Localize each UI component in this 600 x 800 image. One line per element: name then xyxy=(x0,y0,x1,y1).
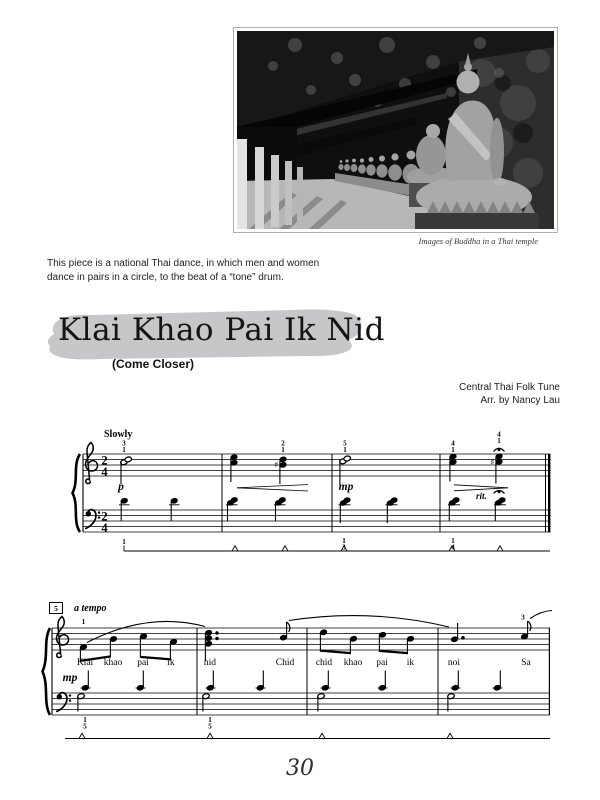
lyric-syllable: pai xyxy=(137,657,149,668)
fingering: 4 xyxy=(451,439,455,448)
intro-line-2: dance in pairs in a circle, to the beat of a “tone” drum. xyxy=(47,271,284,283)
brace xyxy=(73,454,81,532)
subtitle: (Come Closer) xyxy=(111,357,194,371)
tempo-marking: Slowly xyxy=(104,429,133,440)
fingering: 3 xyxy=(521,613,525,622)
fingering: 5 xyxy=(83,722,87,731)
treble-clef xyxy=(86,443,98,484)
dynamic-mp: mp xyxy=(62,672,78,684)
fingering: 5 xyxy=(208,722,212,731)
lyric-syllable: ik xyxy=(406,657,415,668)
barlines xyxy=(52,628,549,715)
fingering: 1 xyxy=(122,446,126,454)
fingering: 1 xyxy=(83,716,87,724)
measure-number: 5 xyxy=(54,604,58,613)
intro-paragraph xyxy=(47,257,417,284)
credits xyxy=(340,381,560,407)
fingering: 1 xyxy=(451,446,455,454)
fingering: 1 xyxy=(122,538,126,546)
measure-7-notes xyxy=(317,629,414,711)
lyric-syllable: pai xyxy=(376,657,388,668)
fingering: 3 xyxy=(342,543,346,552)
ritardando: rit. xyxy=(476,491,487,501)
credit-arranger: Arr. by Nancy Lau xyxy=(480,395,560,406)
lyric-syllable: Chid xyxy=(275,657,295,668)
title-block xyxy=(40,306,385,364)
temple-photo-art xyxy=(237,31,554,229)
fingering: 3 xyxy=(122,439,126,448)
measure-2-notes xyxy=(226,454,308,521)
staves xyxy=(52,628,550,715)
treble-clef xyxy=(57,617,69,658)
measure-8-notes xyxy=(447,611,552,712)
lyric-syllable: Klai xyxy=(76,657,94,668)
fingering: 5 xyxy=(343,439,347,448)
pedal-line xyxy=(124,543,550,552)
page-title: Klai Khao Pai Ik Nid xyxy=(58,312,385,348)
fingering: 1 xyxy=(342,537,346,545)
music-system-1 xyxy=(40,428,560,563)
fingering: 1 xyxy=(497,437,501,445)
tempo-marking: a tempo xyxy=(74,603,107,614)
lyric-syllable: Sa xyxy=(521,657,531,668)
lyric-syllable: chid xyxy=(315,657,333,668)
fingering: 1 xyxy=(81,618,86,626)
fingering: 4 xyxy=(497,430,501,439)
fingering: 4 xyxy=(451,543,455,552)
pedal-line xyxy=(65,733,550,738)
sharp-accidental: ♯ xyxy=(490,457,495,468)
brace xyxy=(43,628,51,715)
time-signature xyxy=(101,454,108,535)
lyric-syllable: noi xyxy=(447,657,461,668)
sharp-accidental: ♯ xyxy=(274,460,279,471)
fingering: 1 xyxy=(343,446,347,454)
timesig-bottom: 4 xyxy=(101,464,108,479)
lyric-syllable: khao xyxy=(343,657,363,668)
fingering: 2 xyxy=(281,439,285,448)
lyric-syllable: ik xyxy=(167,657,175,668)
bass-clef xyxy=(57,693,72,712)
temple-photo xyxy=(233,27,558,233)
photo-caption: Images of Buddha in a Thai temple xyxy=(418,236,538,246)
lyric-syllable: khao xyxy=(103,657,123,668)
timesig-top: 2 xyxy=(101,453,108,468)
measure-1-notes xyxy=(119,456,180,521)
fingering: 1 xyxy=(208,716,212,724)
dynamic-mp: mp xyxy=(338,481,354,493)
fingering: 1 xyxy=(281,446,285,454)
bass-clef xyxy=(86,510,101,529)
intro-line-1: This piece is a national Thai dance, in which men and women xyxy=(47,258,320,269)
music-system-2 xyxy=(40,600,560,750)
fingering: 1 xyxy=(451,537,455,545)
lyric-syllable: nid xyxy=(203,657,217,668)
lyrics xyxy=(77,658,532,668)
credit-source: Central Thai Folk Tune xyxy=(459,382,560,393)
dynamic-p: p xyxy=(118,481,124,493)
timesig-top-bass: 2 xyxy=(101,509,108,524)
page-number: 30 xyxy=(286,756,314,781)
timesig-bottom-bass: 4 xyxy=(101,520,108,535)
